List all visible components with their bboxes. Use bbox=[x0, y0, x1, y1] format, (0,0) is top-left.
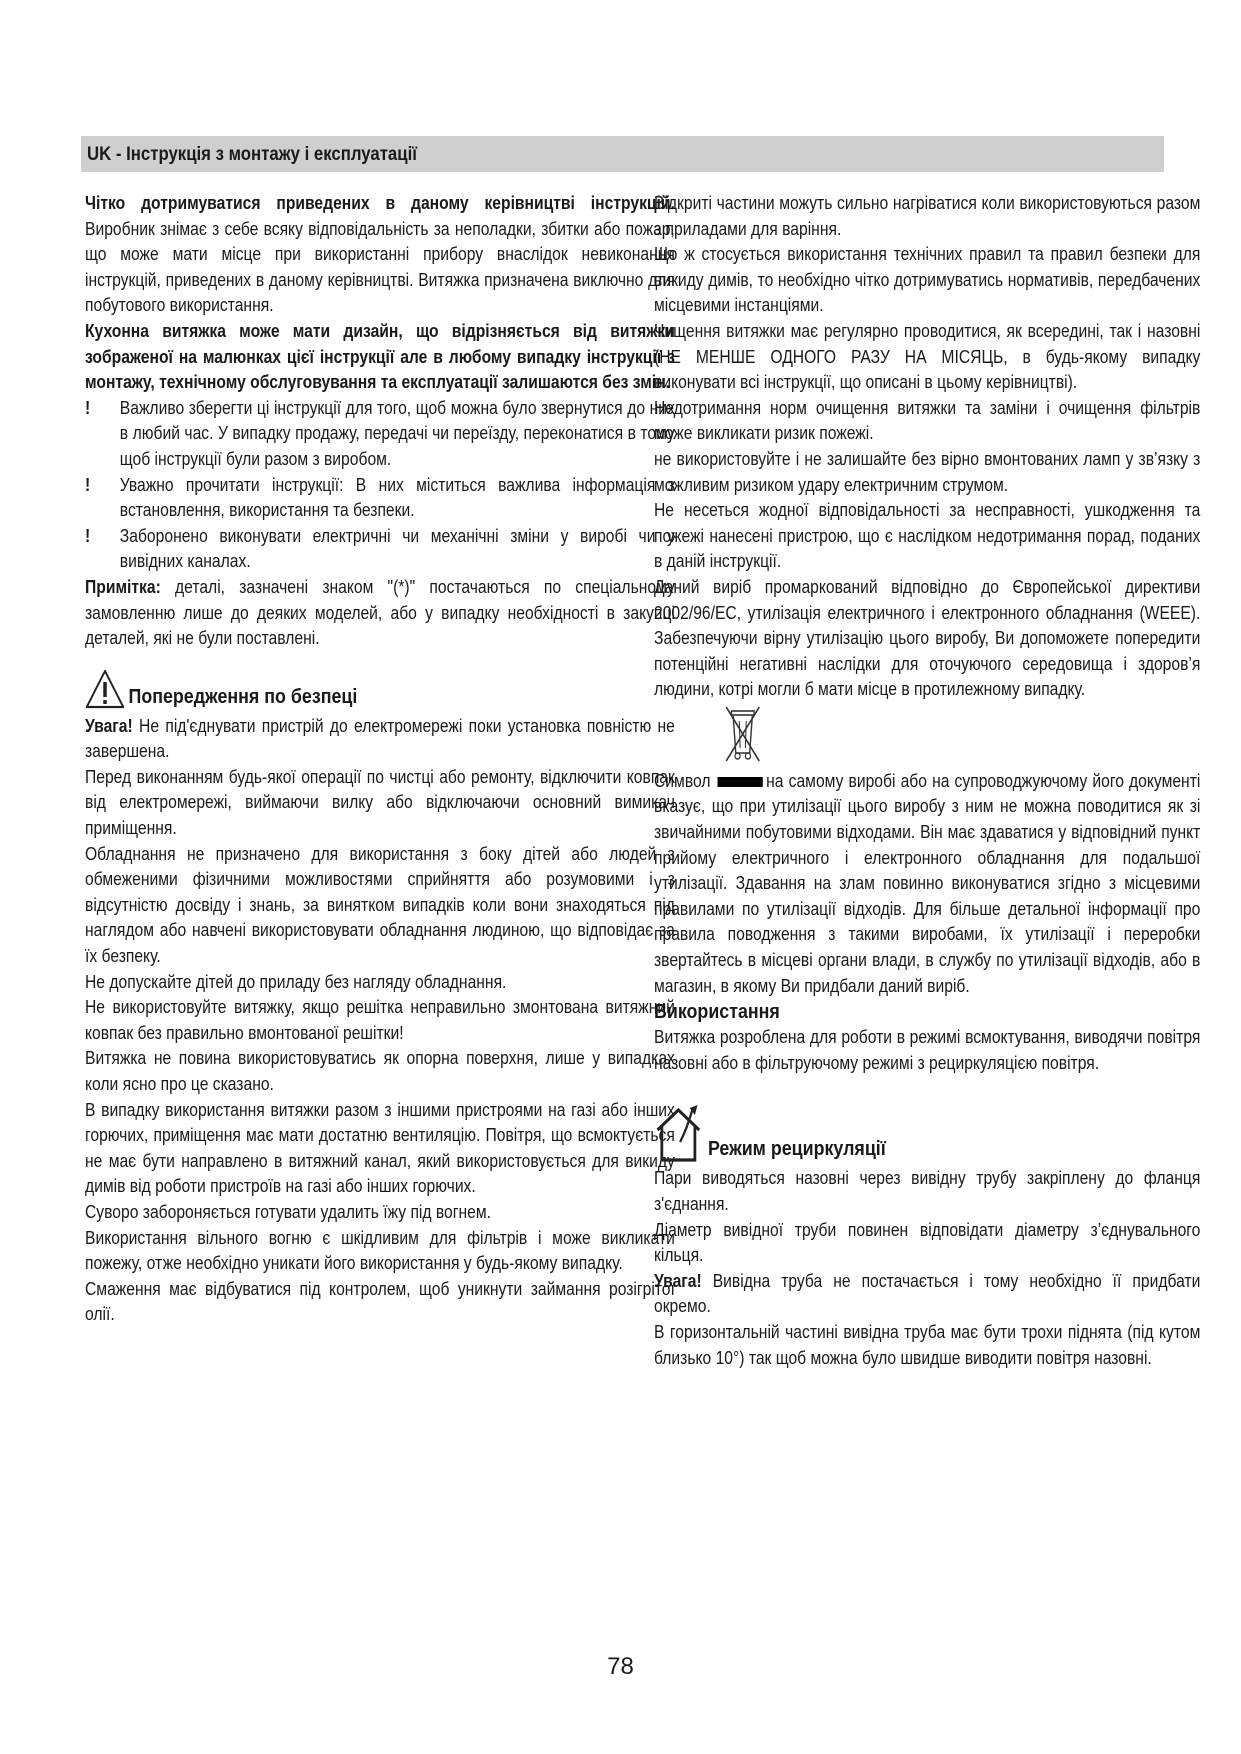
safety-paragraph: Перед виконанням будь-якої операції по чистці або ремонту, відключити ковпак від електромережі, виймаючи вилку або відключаючи основний вимикач приміщення. bbox=[85, 766, 675, 839]
crossed-bin-icon bbox=[721, 703, 765, 765]
safety-paragraph: Не допускайте дітей до приладу без нагляду обладнання. bbox=[85, 971, 507, 992]
safety-paragraph: В випадку використання витяжки разом з іншими пристроями на газі або інших горючих, приміщення має мати достатню вентиляцію. Повітря, що всмоктується не має бути направлено в витяжний канал, який використовується для викиду димів від роботи пристроїв на газі або інших горючих. bbox=[85, 1099, 675, 1197]
note-paragraph bbox=[85, 575, 675, 652]
right-paragraph: Даний виріб промаркований відповідно до Європейської директиви 2002/96/EC, утилізація електричного і електронного обладнання (WEEE). Забезпечуючи вірну утилізацію цього виробу, Ви допоможете попередити потенційні негативні наслідки для оточуючого середовища і здоров’я людини, котрі могли б мати місце в протилежному випадку. bbox=[654, 576, 1201, 700]
note-text: деталі, зазначені знаком "(*)" постачаються по спеціальному замовленню лише до деяких моделей, або у випадку необхідності в закупці деталей, які не були поставлені. bbox=[85, 576, 675, 649]
safety-heading: Попередження по безпеці bbox=[128, 684, 358, 708]
warning-paragraph bbox=[85, 714, 675, 765]
left-column bbox=[85, 191, 675, 1328]
right-column bbox=[654, 191, 1200, 1371]
bullet-item bbox=[85, 524, 675, 575]
intro-bold: Чітко дотримуватися приведених в даному керівництві інструкцій. bbox=[85, 193, 675, 213]
bullet-text: Уважно прочитати інструкції: В них міститься важлива інформація з встановлення, використання та безпеки. bbox=[119, 474, 675, 521]
warning-text: Не під'єднувати пристрій до електромережі поки установка повністю не завершена. bbox=[85, 715, 675, 762]
recirc-heading-row bbox=[654, 1102, 1200, 1166]
exclamation-icon: ! bbox=[85, 525, 91, 546]
right-paragraph: не використовуйте і не залишайте без вірно вмонтованих ламп у зв’язку з можливим ризиком удару електричним струмом. bbox=[654, 448, 1201, 495]
right-paragraph: Що ж стосується використання технічних правил та правил безпеки для викиду димів, то необхідно чітко дотримуватись нормативів, передбачених місцевими інстанціями. bbox=[654, 244, 1201, 316]
warning-triangle-icon bbox=[85, 668, 125, 710]
design-note: Кухонна витяжка може мати дизайн, що відрізняється від витяжки зображеної на малюнках цієї інструкції але в любому випадку інструкції з монтажу, технічному обслуговування та експлуатації залишаются без змін. bbox=[85, 320, 675, 393]
exclamation-icon: ! bbox=[85, 397, 91, 418]
bullet-text: Важливо зберегти ці інструкції для того, щоб можна було звернутися до них в любий час. У випадку продажу, передачі чи переїзду, переконатися в тому щоб інструкції були разом з виробом. bbox=[119, 397, 675, 469]
weee-symbol-row bbox=[654, 703, 1200, 769]
safety-paragraph: Обладнання не призначено для використання з боку дітей або людей з обмеженими фізичними можливостями сприйняття або розумовими і з відсутністю досвіду і знань, за винятком випадків коли вони знаходяться під наглядом або навчені використовувати обладнання людиною, що відповідає за їх безпеку. bbox=[85, 843, 675, 967]
symbol-paragraph bbox=[654, 769, 1200, 999]
recirc-warning-text: Вивідна труба не постачається і тому необхідно її придбати окремо. bbox=[654, 1270, 1201, 1317]
symbol-prefix: Символ bbox=[654, 770, 711, 791]
safety-paragraph: Суворо забороняється готувати удалить їжу під вогнем. bbox=[85, 1201, 491, 1222]
recirc-paragraph: Діаметр вивідної труби повинен відповідати діаметру з’єднувального кільця. bbox=[654, 1219, 1201, 1266]
intro-text: Виробник знімає з себе всяку відповідальність за неполадки, збитки або пожар, що може мати місце при використанні прибору внаслідок невиконання інструкцій, приведених в даному керівництві. Витяжка призначена виключно для побутового використання. bbox=[85, 218, 675, 316]
right-paragraph: Відкриті частини можуть сильно нагріватися коли використовуються разом з приладами для варіння. bbox=[654, 193, 1201, 239]
exclamation-icon: ! bbox=[85, 474, 91, 495]
right-paragraph: Чищення витяжки має регулярно проводитися, як всередині, так і назовні (НЕ МЕНШЕ ОДНОГО РАЗУ НА МІСЯЦЬ, в будь-якому випадку виконувати всі інструкції, що описані в цьому керівництві). bbox=[654, 320, 1201, 393]
recirc-heading: Режим рециркуляції bbox=[707, 1137, 886, 1161]
section-title: UK - Інструкція з монтажу і експлуатації bbox=[87, 143, 417, 165]
recirc-paragraph: В горизонтальній частині вивідна труба має бути трохи піднята (під кутом близько 10°) так щоб можна було швидше виводити повітря назовні. bbox=[654, 1321, 1201, 1368]
intro-paragraph bbox=[85, 191, 675, 319]
section-header bbox=[81, 136, 1164, 172]
bullet-text: Заборонено виконувати електричні чи механічні зміни у виробі чи у вивідних каналах. bbox=[119, 525, 675, 572]
bullet-item bbox=[85, 473, 675, 524]
recirculation-house-icon bbox=[654, 1102, 706, 1164]
recirc-warning bbox=[654, 1269, 1200, 1320]
warning-label: Увага! bbox=[85, 715, 133, 736]
symbol-text: на самому виробі або на супроводжуючому його документі вказує, що при утилізації цього виробу з ним не можна поводитися як зі звичайними побутовими відходами. Він має здаватися у відповідний пункт прийому електричного і електронного обладнання для подальшої утилізації. Здавання на злам повинно виконуватися згідно з місцевими правилами по утилізації відходів. Для більше детальної інформації про правила поводження з такими виробами, їх утилізації і переробки звертайтесь в місцеві органи влади, в службу по утилізації відходів, або в магазин, в якому Ви придбали даний виріб. bbox=[654, 770, 1201, 996]
black-bar-icon bbox=[717, 777, 762, 787]
safety-paragraph: Смаження має відбуватися під контролем, щоб уникнути займання розігрітої олії. bbox=[85, 1278, 675, 1325]
safety-paragraph: Витяжка не повина використовуватись як опорна поверхня, лише у випадках коли ясно про це сказано. bbox=[85, 1048, 675, 1094]
right-paragraph: Недотримання норм очищення витяжки та заміни і очищення фільтрів може викликати ризик пожежі. bbox=[654, 397, 1201, 444]
use-text: Витяжка розроблена для роботи в режимі всмоктування, виводячи повітря назовні або в фільтруючому режимі з рециркуляцією повітря. bbox=[654, 1027, 1201, 1073]
safety-paragraph: Не використовуйте витяжку, якщо решітка неправильно змонтована витяжний ковпак без правильно вмонтованої решітки! bbox=[85, 997, 675, 1043]
right-paragraph: Не несеться жодної відповідальності за несправності, ушкодження та пожежі нанесені пристрою, що є наслідком недотримання порад, поданих в даній інструкції. bbox=[654, 500, 1201, 572]
safety-paragraph: Використання вільного вогню є шкідливим для фільтрів і може викликати пожежу, отже необхідно уникати його використання у будь-якому випадку. bbox=[85, 1227, 675, 1274]
bullet-item bbox=[85, 396, 675, 473]
use-heading: Використання bbox=[654, 1000, 780, 1024]
recirc-warning-label: Увага! bbox=[654, 1270, 702, 1291]
page-number: 78 bbox=[607, 1653, 634, 1680]
note-label: Примітка: bbox=[85, 576, 161, 597]
recirc-paragraph: Пари виводяться назовні через вивідну трубу закріплену до фланця з'єднання. bbox=[654, 1168, 1201, 1214]
safety-heading-row bbox=[85, 668, 675, 714]
